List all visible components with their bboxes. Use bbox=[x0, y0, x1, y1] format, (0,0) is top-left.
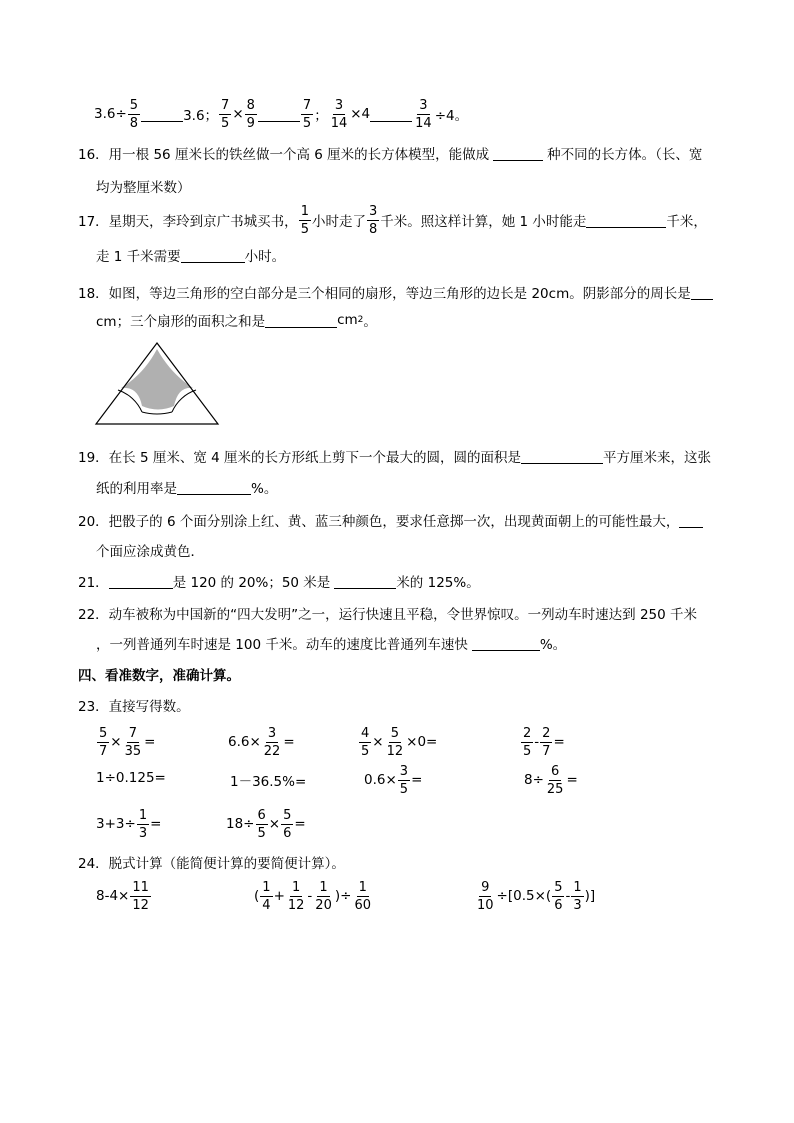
fraction: $\frac{5}{12}$ bbox=[386, 725, 404, 759]
answer-blank[interactable] bbox=[334, 574, 396, 589]
q23-r1c2: 6.6× $\frac{3}{22}$ = bbox=[228, 725, 295, 759]
q23-title: 23．直接写得数。 bbox=[78, 699, 190, 715]
q23-r2c4: 8÷ $\frac{6}{25}$ = bbox=[524, 763, 578, 797]
sector-arc-bottom bbox=[142, 412, 172, 414]
q24-e2: ( $\frac{1}{4}$ + $\frac{1}{12}$ - $\frac{1}{20}$ )÷ $\frac{1}{60}$ bbox=[254, 879, 371, 913]
q23-r1c3: $\frac{4}{5}$ × $\frac{5}{12}$ ×0= bbox=[361, 725, 438, 759]
answer-blank[interactable] bbox=[679, 513, 703, 528]
fraction: $\frac{5}{7}$ bbox=[99, 725, 108, 759]
fraction: $\frac{6}{5}$ bbox=[257, 807, 266, 841]
fraction: $\frac{9}{10}$ bbox=[477, 879, 494, 913]
section-4-title: 四、看准数字，准确计算。 bbox=[78, 668, 240, 684]
answer-blank[interactable] bbox=[472, 636, 540, 651]
q23-r3c1: 3+3÷ $\frac{1}{3}$ = bbox=[96, 807, 162, 841]
answer-blank[interactable] bbox=[691, 285, 713, 300]
fraction: $\frac{1}{3}$ bbox=[138, 807, 148, 841]
answer-blank[interactable] bbox=[521, 449, 603, 464]
q23-r3c2: 18÷ $\frac{6}{5}$ × $\frac{5}{6}$ = bbox=[226, 807, 306, 841]
fraction: $\frac{1}{4}$ bbox=[262, 879, 271, 913]
fraction: $\frac{3}{14}$ bbox=[415, 97, 432, 131]
fraction: $\frac{6}{25}$ bbox=[546, 763, 564, 797]
fraction: $\frac{5}{6}$ bbox=[283, 807, 292, 841]
fraction: $\frac{3}{5}$ bbox=[399, 763, 409, 797]
answer-blank[interactable] bbox=[109, 574, 173, 589]
fraction: $\frac{7}{35}$ bbox=[124, 725, 142, 759]
q22-line1: 22．动车被称为中国新的“四大发明”之一，运行快速且平稳，令世界惊叹。一列动车时速达到 250 千米 bbox=[78, 607, 698, 623]
fraction: $\frac{7}{5}$ bbox=[221, 97, 230, 131]
answer-blank[interactable] bbox=[265, 313, 337, 328]
fraction: $\frac{5}{8}$ bbox=[129, 97, 139, 131]
q20-line1: 20．把骰子的 6 个面分别涂上红、黄、蓝三种颜色，要求任意掷一次，出现黄面朝上的可能性最大， bbox=[78, 510, 703, 530]
q20-line2: 个面应涂成黄色． bbox=[96, 544, 204, 560]
fraction: $\frac{3}{14}$ bbox=[330, 97, 348, 131]
q23-r1c1: $\frac{5}{7}$ × $\frac{7}{35}$ = bbox=[99, 725, 156, 759]
answer-blank[interactable] bbox=[493, 146, 543, 161]
fraction: $\frac{2}{5}$ bbox=[523, 725, 532, 759]
q23-r2c2: 1－36.5%= bbox=[230, 774, 307, 790]
q19-line2: 纸的利用率是 %。 bbox=[96, 481, 278, 497]
q18-line1: 18．如图，等边三角形的空白部分是三个相同的扇形，等边三角形的边长是 20cm。阴影部分的周长是 bbox=[78, 282, 713, 302]
q23-r2c1: 1÷0.125= bbox=[96, 770, 166, 786]
fraction: $\frac{3}{22}$ bbox=[263, 725, 281, 759]
fraction: $\frac{2}{7}$ bbox=[542, 725, 551, 759]
q19-line1: 19．在长 5 厘米、宽 4 厘米的长方形纸上剪下一个最大的圆，圆的面积是 平方厘米来，这张 bbox=[78, 450, 712, 466]
answer-blank[interactable] bbox=[177, 480, 251, 495]
fraction: $\frac{8}{9}$ bbox=[246, 97, 255, 131]
q24-e3: $\frac{9}{10}$ ÷[0.5×( $\frac{5}{6}$ - $\frac{1}{3}$ )] bbox=[477, 879, 596, 913]
fraction: $\frac{11}{12}$ bbox=[132, 879, 149, 913]
q24-title: 24．脱式计算（能简便计算的要简便计算）。 bbox=[78, 856, 345, 872]
q22-line2: ，一列普通列车时速是 100 千米。动车的速度比普通列车速快 %。 bbox=[96, 637, 567, 653]
fraction: $\frac{1}{12}$ bbox=[287, 879, 305, 913]
answer-blank[interactable] bbox=[258, 107, 300, 122]
fraction: $\frac{5}{6}$ bbox=[554, 879, 563, 913]
q23-r1c4: $\frac{2}{5}$ - $\frac{2}{7}$ = bbox=[523, 725, 565, 759]
answer-blank[interactable] bbox=[586, 213, 666, 228]
fraction: $\frac{1}{60}$ bbox=[354, 879, 371, 913]
q18-line2: cm；三个扇形的面积之和是 cm 2 。 bbox=[96, 312, 377, 330]
q24-e1: 8-4× $\frac{11}{12}$ bbox=[96, 879, 149, 913]
q23-r2c3: 0.6× $\frac{3}{5}$ = bbox=[364, 763, 423, 797]
fraction: $\frac{7}{5}$ bbox=[302, 97, 312, 131]
fraction: $\frac{1}{5}$ bbox=[300, 203, 309, 237]
q21-line: 21． 是 120 的 20%；50 米是 米的 125%。 bbox=[78, 575, 480, 591]
answer-blank[interactable] bbox=[370, 107, 412, 122]
fraction: $\frac{4}{5}$ bbox=[361, 725, 370, 759]
shaded-region bbox=[121, 349, 193, 410]
fraction: $\frac{1}{3}$ bbox=[573, 879, 582, 913]
fraction: $\frac{3}{8}$ bbox=[368, 203, 378, 237]
fraction: $\frac{1}{20}$ bbox=[315, 879, 332, 913]
q15-tail-line: 3.6÷ $\frac{5}{8}$ 3.6； $\frac{7}{5}$ × $\frac{8}{9}$ $\frac{7}{5}$ ； $\frac{3}{14}$ ×4 $\frac{3}{14}$ ÷4。 bbox=[94, 97, 469, 131]
q17-line2: 走 1 千米需要 小时。 bbox=[96, 249, 286, 265]
q17-line1: 17．星期天，李玲到京广书城买书， $\frac{1}{5}$ 小时走了 $\frac{3}{8}$ 千米。照这样计算，她 1 小时能走 千米， bbox=[78, 203, 707, 237]
answer-blank[interactable] bbox=[181, 248, 245, 263]
equilateral-triangle-figure bbox=[92, 338, 222, 428]
answer-blank[interactable] bbox=[141, 107, 183, 122]
q16-line2: 均为整厘米数） bbox=[96, 180, 191, 196]
q16-line1: 16．用一根 56 厘米长的铁丝做一个高 6 厘米的长方体模型，能做成 种不同的长方体。（长、宽 bbox=[78, 147, 703, 163]
